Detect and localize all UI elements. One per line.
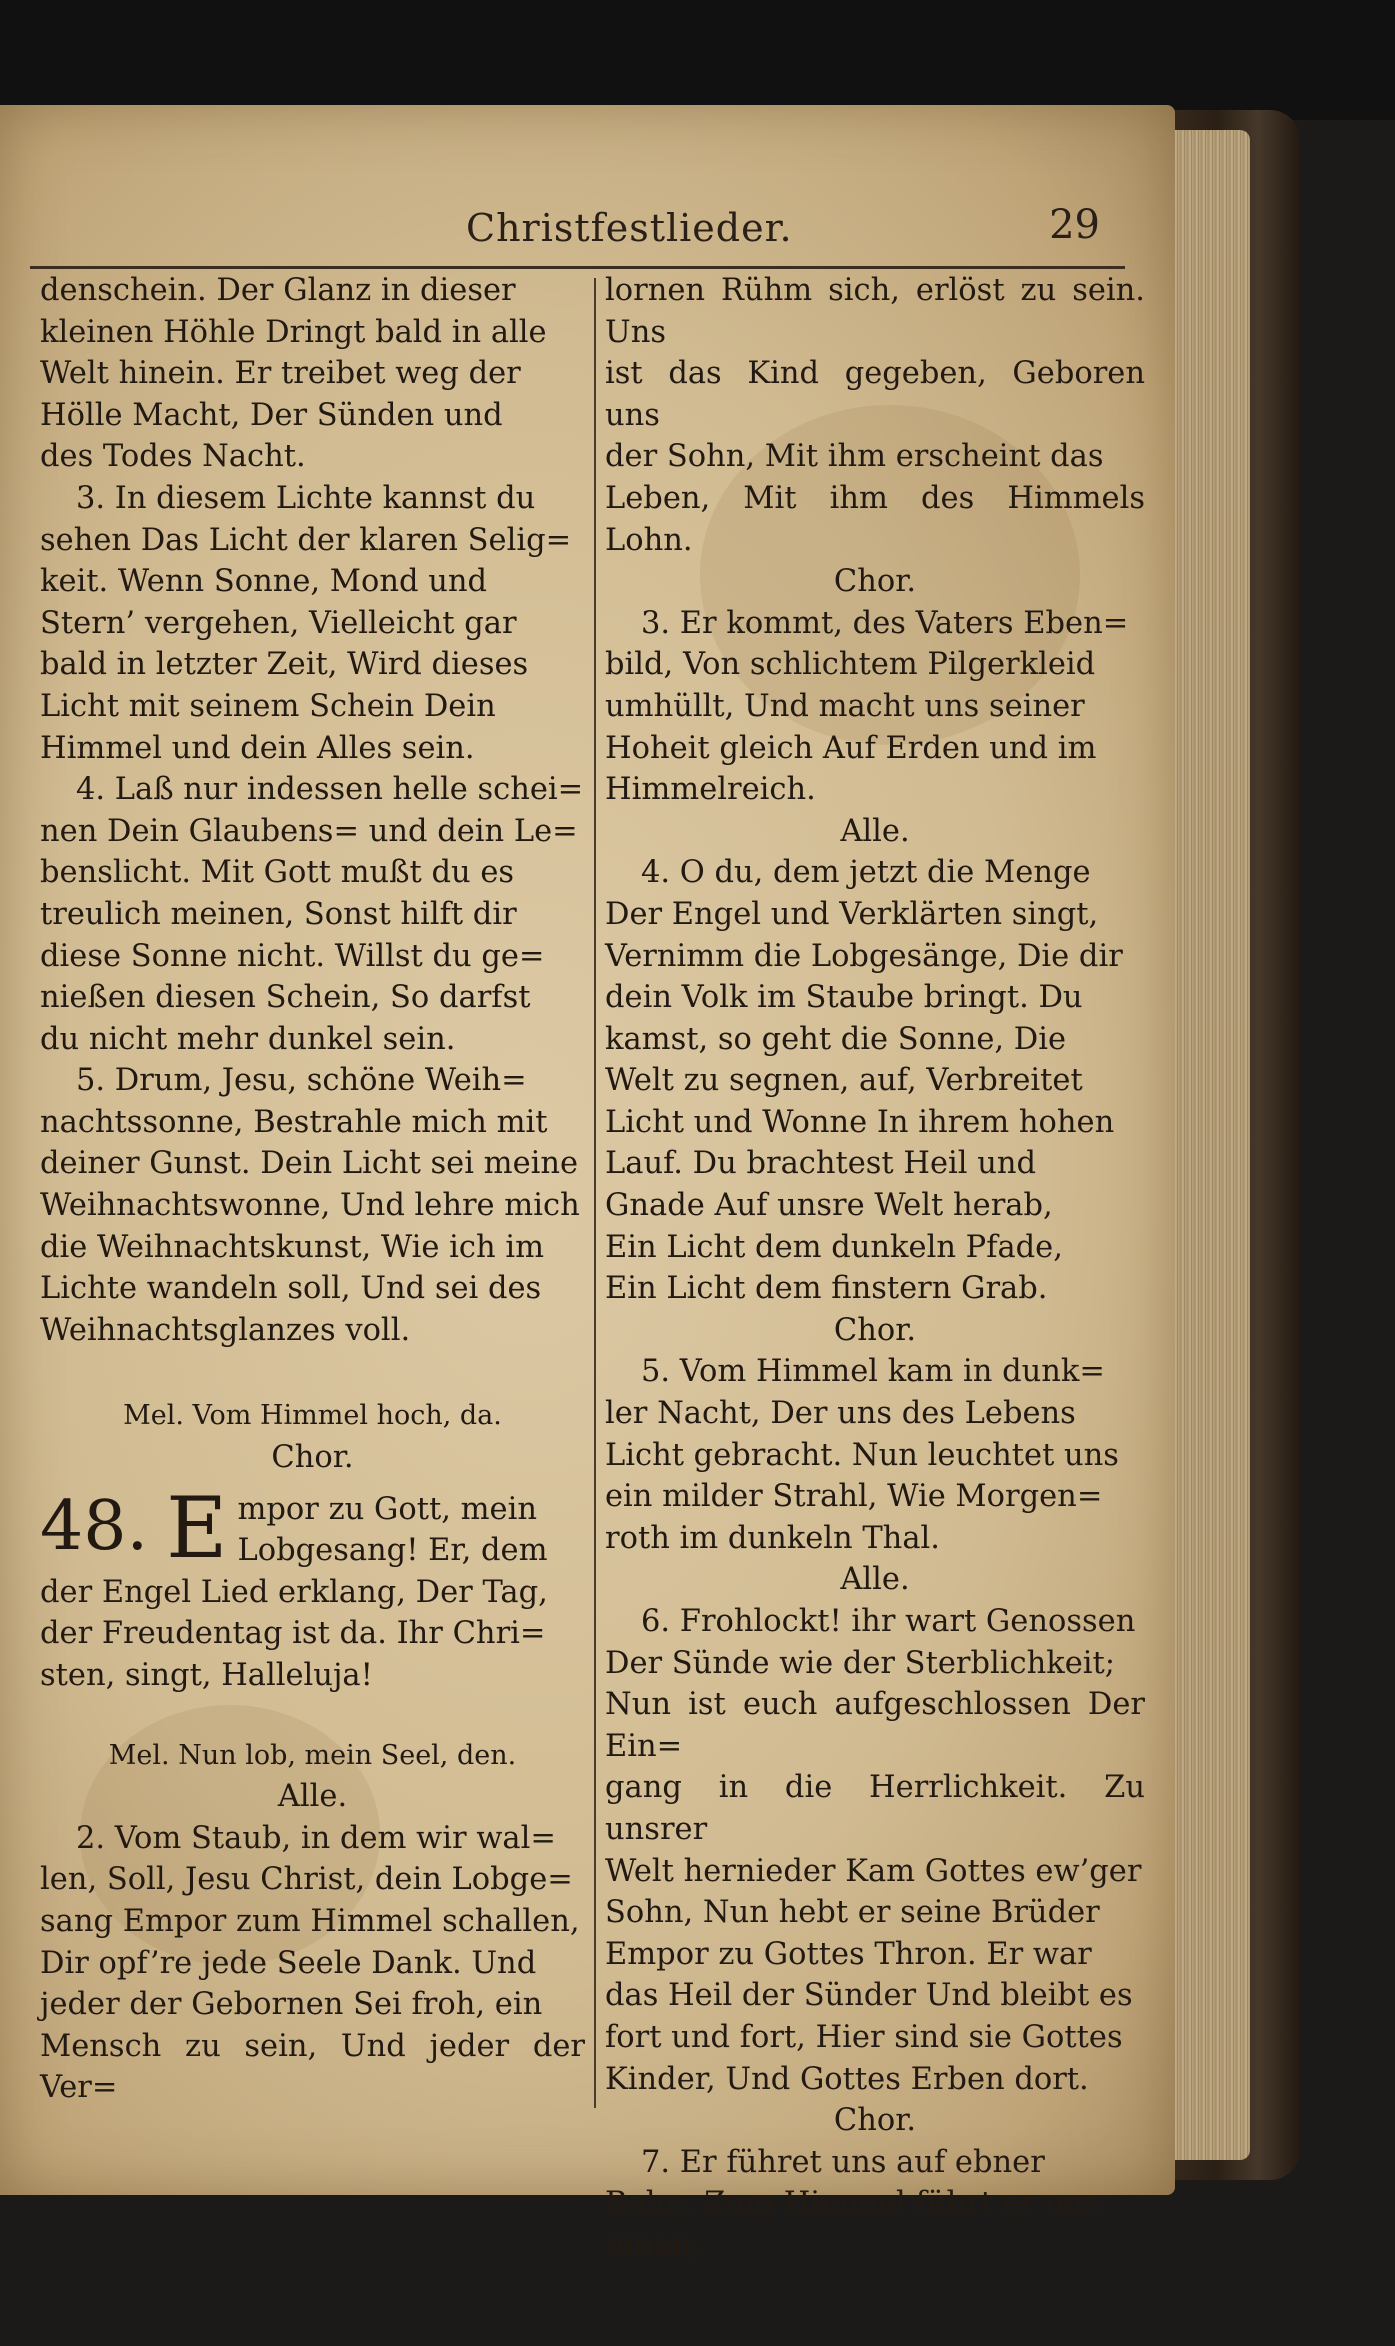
verse-line: du nicht mehr dunkel sein. — [40, 1021, 456, 1057]
verse-line: Weihnachtsglanzes voll. — [40, 1312, 411, 1348]
verse-line: 2. Vom Staub, in dem wir wal= — [76, 1820, 556, 1856]
hymn-line: der Engel Lied erklang, Der Tag, — [40, 1574, 548, 1610]
column-divider — [594, 278, 596, 2108]
verse-line: Stern’ vergehen, Vielleicht gar — [40, 605, 517, 641]
verse-line: benslicht. Mit Gott mußt du es — [40, 855, 515, 891]
alle-heading: Alle. — [840, 813, 910, 849]
scan-backdrop — [0, 0, 1395, 120]
left-column — [40, 270, 585, 2109]
verse-line: ein milder Strahl, Wie Morgen= — [605, 1479, 1103, 1515]
melody-note: Mel. Nun lob, mein Seel, den. — [108, 1739, 517, 1771]
verse-line: Bahn, Zum Himmel führt er uns — [605, 2186, 1100, 2222]
verse-line: keit. Wenn Sonne, Mond und — [40, 564, 488, 600]
verse-line: sang Empor zum Himmel schallen, — [40, 1903, 580, 1939]
text-line: lornen Rühm sich, erlöst zu sein. Uns — [605, 273, 1145, 350]
verse-line: kamst, so geht die Sonne, Die — [605, 1021, 1067, 1057]
verse-line: deiner Gunst. Dein Licht sei meine — [40, 1146, 579, 1182]
verse-line: 6. Frohlockt! ihr wart Genossen — [641, 1604, 1136, 1639]
verse-line: bild, Von schlichtem Pilgerkleid — [605, 647, 1096, 683]
hymn-line: mpor zu Gott, mein — [237, 1491, 537, 1527]
running-title: Christfestlieder. — [466, 206, 793, 250]
verse-line: Welt hernieder Kam Gottes ew’ger — [605, 1853, 1142, 1889]
verse-line: Nun ist euch aufgeschlossen Der Ein= — [605, 1687, 1145, 1764]
right-column — [605, 270, 1145, 2267]
verse-line: gang in die Herrlichkeit. Zu unsrer — [605, 1770, 1145, 1847]
header-rule — [30, 266, 1125, 269]
verse-line: 5. Vom Himmel kam in dunk= — [641, 1354, 1105, 1390]
verse-line: jeder der Gebornen Sei froh, ein — [40, 1987, 543, 2023]
verse-line: Empor zu Gottes Thron. Er war — [605, 1936, 1092, 1972]
verse-line: len, Soll, Jesu Christ, dein Lobge= — [40, 1862, 573, 1898]
hymn-48 — [40, 1478, 585, 1697]
verse-line: 3. Er kommt, des Vaters Eben= — [641, 605, 1129, 641]
drop-cap: E — [166, 1478, 228, 1577]
page-header — [460, 200, 1100, 260]
hymn-number: 48. — [40, 1486, 149, 1566]
verse-line: Welt zu segnen, auf, Verbreitet — [605, 1063, 1083, 1099]
text-line: der Sohn, Mit ihm erscheint das — [605, 439, 1104, 475]
verse-line: Lichte wandeln soll, Und sei des — [40, 1271, 542, 1307]
text-line: kleinen Höhle Dringt bald in alle — [40, 314, 547, 350]
verse-line: nen Dein Glaubens= und dein Le= — [40, 813, 578, 849]
verse-line: Licht gebracht. Nun leuchtet uns — [605, 1437, 1119, 1473]
verse-line: 4. Laß nur indessen helle schei= — [76, 772, 584, 808]
chor-heading: Chor. — [833, 1312, 917, 1348]
verse-line: das Heil der Sünder Und bleibt es — [605, 1978, 1133, 2014]
verse-line: dein Volk im Staube bringt. Du — [605, 980, 1083, 1016]
alle-heading: Alle. — [277, 1779, 348, 1815]
verse-line: Der Sünde wie der Sterblichkeit; — [605, 1645, 1116, 1681]
verse-line: umhüllt, Und macht uns seiner — [605, 688, 1085, 724]
chor-heading: Chor. — [271, 1440, 354, 1476]
verse-line: fort und fort, Hier sind sie Gottes — [605, 2019, 1123, 2055]
verse-line: Vernimm die Lobgesänge, Die dir — [605, 938, 1123, 974]
verse-line: Himmelreich. — [605, 772, 816, 808]
text-line: Hölle Macht, Der Sünden und — [40, 397, 503, 433]
verse-line: Hoheit gleich Auf Erden und im — [605, 730, 1097, 766]
text-line: des Todes Nacht. — [40, 439, 306, 475]
verse-line: Licht mit seinem Schein Dein — [40, 688, 496, 724]
verse-line: roth im dunkeln Thal. — [605, 1520, 940, 1556]
page-number: 29 — [1049, 202, 1100, 248]
verse-line: 5. Drum, Jesu, schöne Weih= — [76, 1063, 527, 1099]
chor-heading: Chor. — [833, 2103, 917, 2139]
verse-line: 7. Er führet uns auf ebner — [641, 2144, 1045, 2180]
verse-line: Dir opf’re jede Seele Dank. Und — [40, 1945, 537, 1981]
verse-line: nießen diesen Schein, So darfst — [40, 980, 531, 1016]
verse-line: 3. In diesem Lichte kannst du — [76, 480, 536, 516]
text-line: Welt hinein. Er treibet weg der — [40, 356, 521, 392]
verse-line: diese Sonne nicht. Willst du ge= — [40, 938, 545, 974]
verse-line: Mensch zu sein, Und jeder der Ver= — [40, 2028, 585, 2106]
verse-line: Ein Licht dem dunkeln Pfade, — [605, 1229, 1063, 1265]
hymn-line: sten, singt, Halleluja! — [40, 1658, 373, 1693]
hymn-line: Lobgesang! Er, dem — [237, 1533, 548, 1569]
verse-line: bald in letzter Zeit, Wird dieses — [40, 647, 529, 683]
verse-line: Lauf. Du brachtest Heil und — [605, 1146, 1037, 1182]
verse-line: Gnade Auf unsre Welt herab, — [605, 1188, 1053, 1224]
verse-line: Licht und Wonne In ihrem hohen — [605, 1104, 1115, 1140]
catchword: hinan, — [605, 2227, 702, 2263]
melody-note: Mel. Vom Himmel hoch, da. — [123, 1400, 502, 1432]
text-line: denschein. Der Glanz in dieser — [40, 273, 516, 308]
text-line: Leben, Mit ihm des Himmels Lohn. — [605, 480, 1145, 558]
verse-line: ler Nacht, Der uns des Lebens — [605, 1396, 1076, 1432]
verse-line: Der Engel und Verklärten singt, — [605, 896, 1099, 932]
verse-line: Kinder, Und Gottes Erben dort. — [605, 2061, 1089, 2097]
verse-line: Sohn, Nun hebt er seine Brüder — [605, 1895, 1100, 1931]
chor-heading: Chor. — [833, 564, 917, 600]
hymn-line: der Freudentag ist da. Ihr Chri= — [40, 1616, 546, 1652]
verse-line: sehen Das Licht der klaren Selig= — [40, 522, 572, 558]
verse-line: 4. O du, dem jetzt die Menge — [641, 855, 1091, 891]
verse-line: Himmel und dein Alles sein. — [40, 730, 475, 766]
verse-line: nachtssonne, Bestrahle mich mit — [40, 1104, 548, 1140]
verse-line: die Weihnachtskunst, Wie ich im — [40, 1229, 545, 1265]
verse-line: treulich meinen, Sonst hilft dir — [40, 896, 517, 932]
alle-heading: Alle. — [840, 1562, 910, 1598]
verse-line: Ein Licht dem finstern Grab. — [605, 1271, 1048, 1307]
verse-line: Weihnachtswonne, Und lehre mich — [40, 1188, 580, 1224]
text-line: ist das Kind gegeben, Geboren uns — [605, 356, 1145, 433]
